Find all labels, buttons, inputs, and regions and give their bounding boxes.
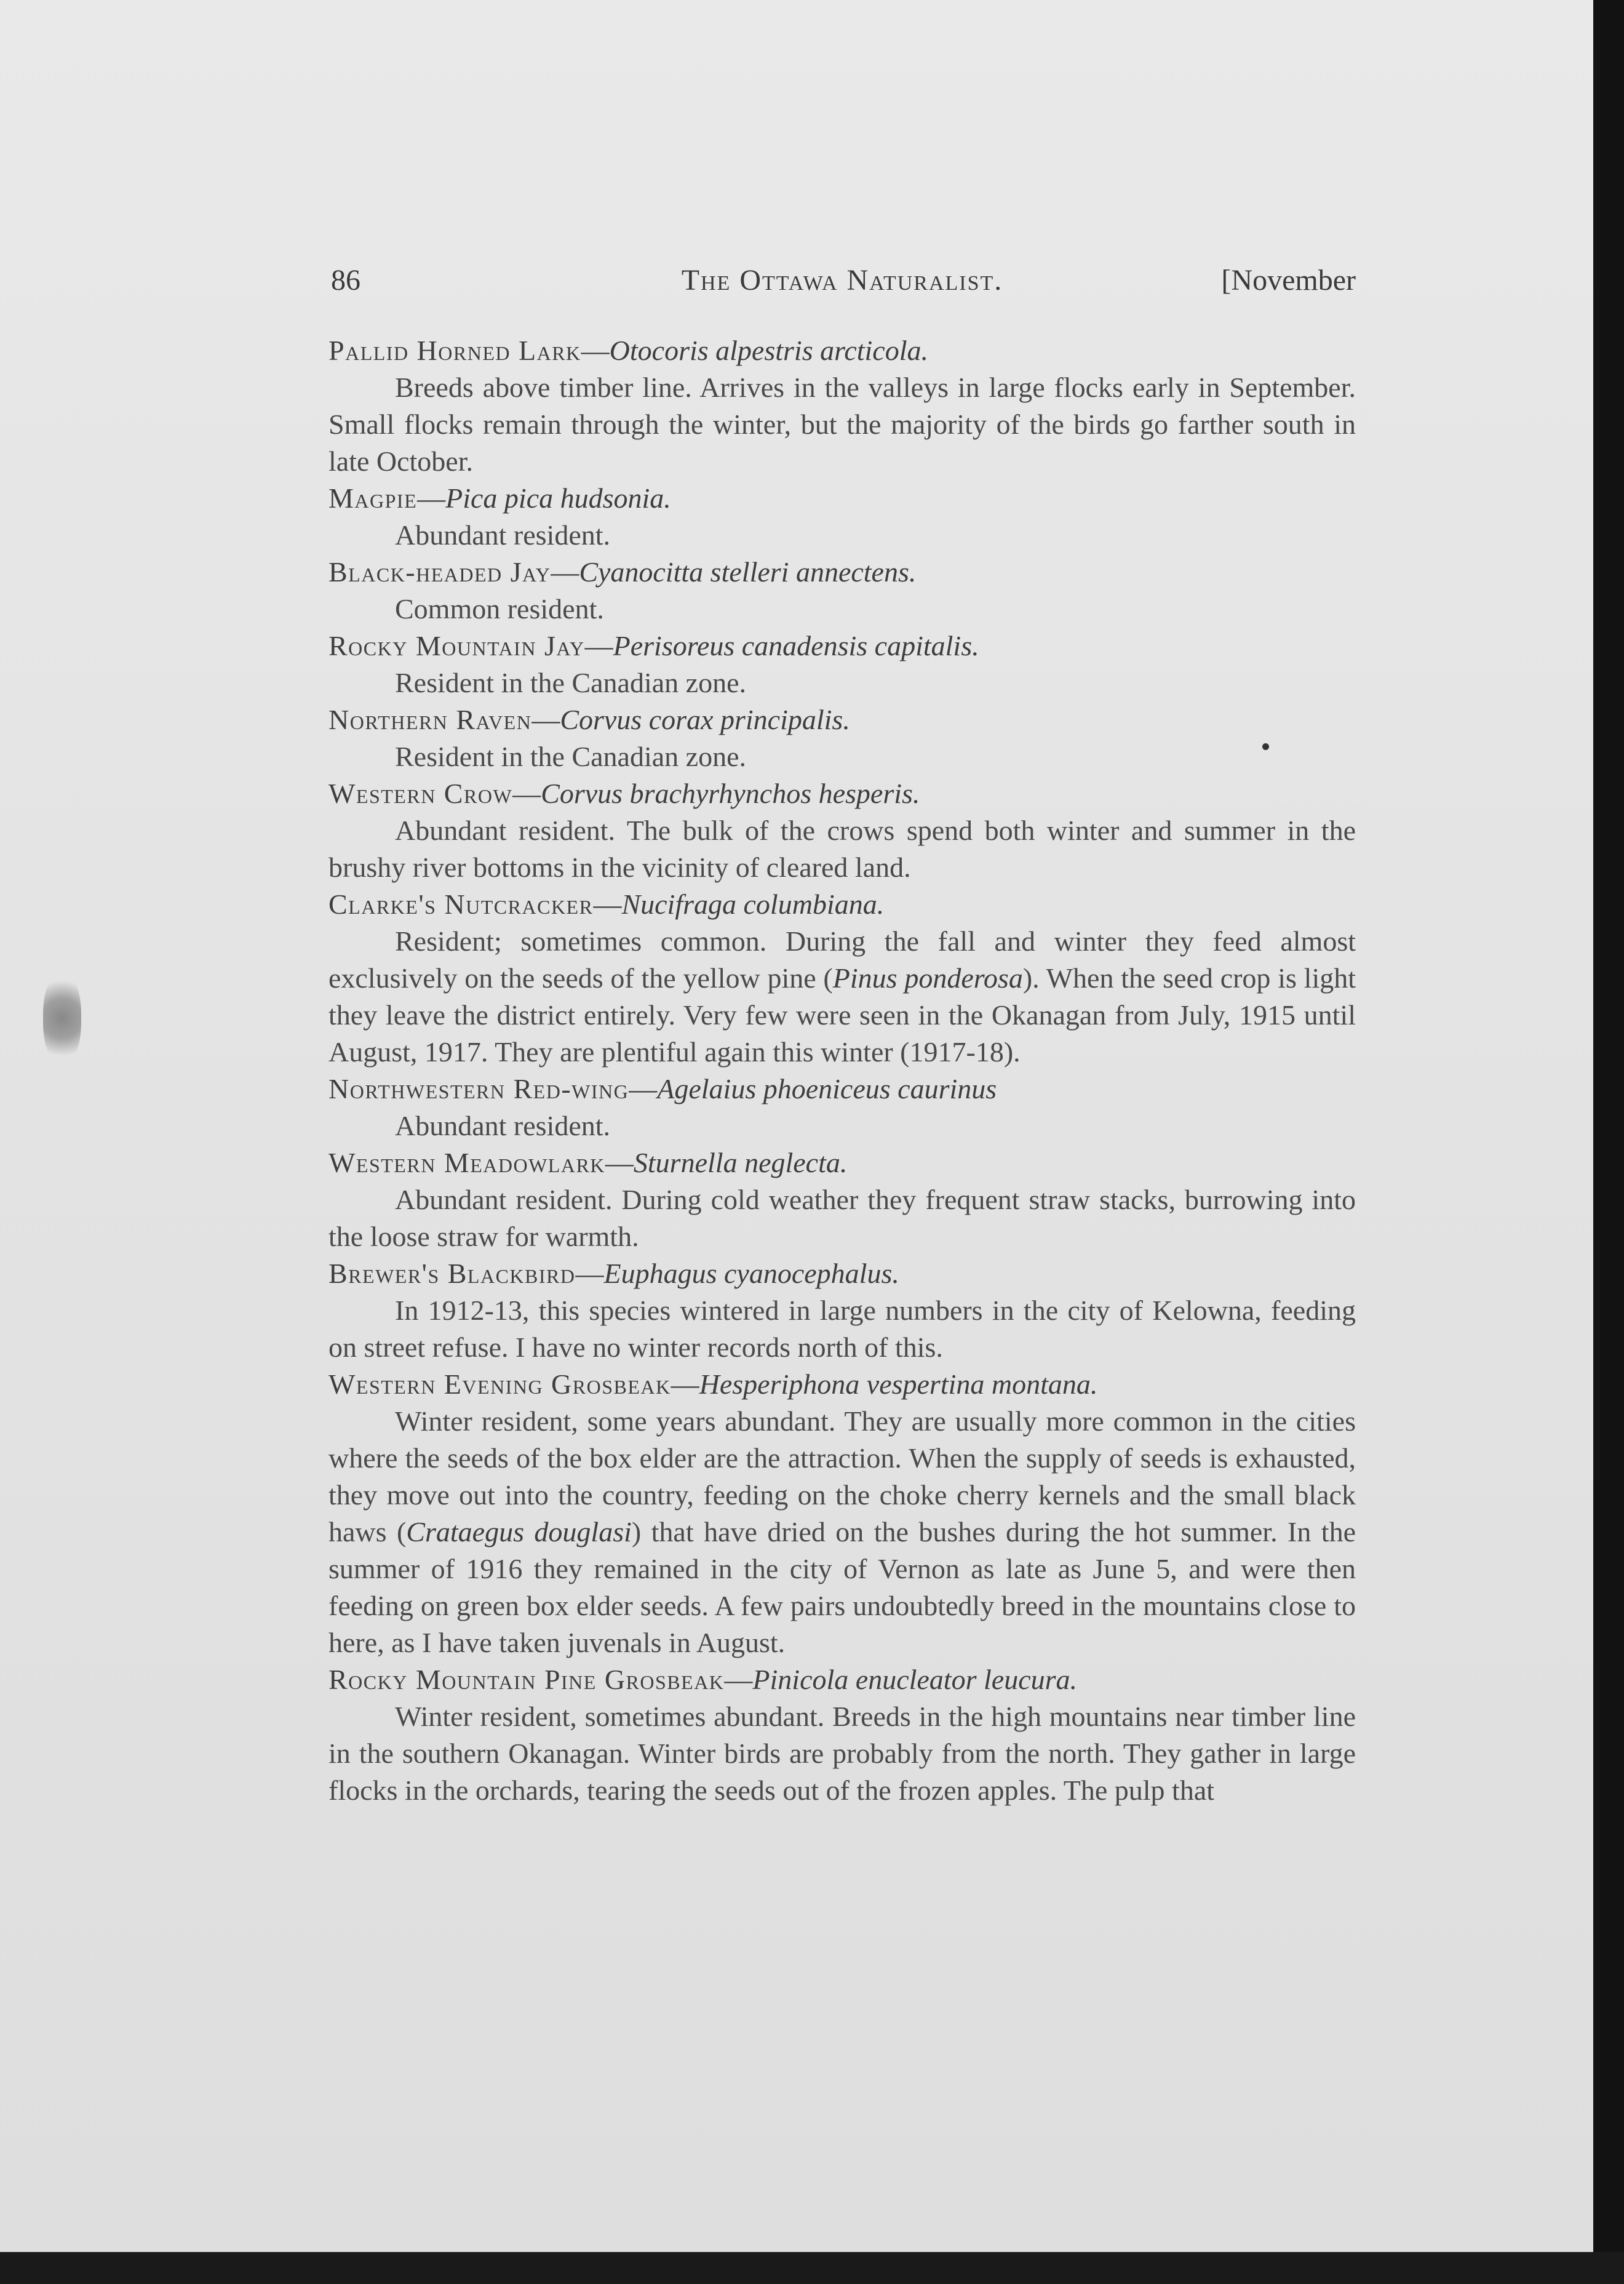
latin-name: Pinicola enucleator leucura. [752, 1664, 1078, 1695]
species-description: Resident in the Canadian zone. [395, 741, 747, 772]
species-heading: Black-headed Jay—Cyanocitta stelleri annectens. [328, 556, 917, 588]
species-heading: Western Crow—Corvus brachyrhynchos hesperis. [328, 778, 920, 809]
running-header [328, 262, 1356, 299]
species-description [328, 1403, 1356, 1661]
inline-latin-name: Pinus ponderosa [832, 962, 1023, 994]
latin-name: Corvus corax principalis. [560, 704, 850, 735]
species-description: Resident in the Canadian zone. [395, 667, 747, 698]
description-text: ) that have dried on the bushes during the hot summer. In the summer of 1916 they remained in the city of Vernon as late as June 5, and were then feeding on green box elder seeds. A few pairs undoubtedly breed in the mountains close to here, as I have taken juvenals in August. [328, 1516, 1356, 1658]
common-name: Brewer's Blackbird [328, 1258, 576, 1289]
issue-month: [November [1221, 264, 1356, 297]
common-name: Western Meadowlark [328, 1147, 605, 1178]
species-description: Abundant resident. [395, 1110, 611, 1141]
species-description: Winter resident, sometimes abundant. Breeds in the high mountains near timber line in the southern Okanagan. Winter birds are probably from the north. They gather in large flocks in the orchards, tearing the seeds out of the frozen apples. The pulp that [328, 1701, 1356, 1806]
common-name: Magpie [328, 482, 418, 514]
species-heading: Northwestern Red-wing—Agelaius phoeniceus caurinus [328, 1073, 997, 1104]
species-description: In 1912-13, this species wintered in large numbers in the city of Kelowna, feeding on street refuse. I have no winter records north of this. [328, 1295, 1356, 1363]
latin-name: Agelaius phoeniceus caurinus [657, 1073, 997, 1104]
species-description: Breeds above timber line. Arrives in the valleys in large flocks early in September. Small flocks remain through the winter, but the majority of the birds go farther south in late October. [328, 372, 1356, 477]
latin-name: Otocoris alpestris arcticola. [609, 335, 928, 366]
description-text: ). When the seed crop is light they leave the district entirely. Very few were seen in the Okanagan from July, 1915 until August, 1917. They are plentiful again this winter (1917-18). [328, 962, 1356, 1068]
latin-name: Cyanocitta stelleri annectens. [579, 556, 917, 588]
scan-smudge [43, 972, 81, 1064]
common-name: Black-headed Jay [328, 556, 551, 588]
species-description: Abundant resident. The bulk of the crows spend both winter and summer in the brushy river bottoms in the vicinity of cleared land. [328, 815, 1356, 883]
scan-border-right [1593, 0, 1624, 2284]
description-text: Winter resident, some years abundant. They are usually more common in the cities where the seeds of the box elder are the attraction. When the supply of seeds is exhausted, they move out into the country, feeding on the choke cherry kernels and the small black haws ( [328, 1405, 1356, 1547]
species-heading: Magpie—Pica pica hudsonia. [328, 482, 671, 514]
common-name: Northern Raven [328, 704, 532, 735]
page-number: 86 [331, 264, 360, 297]
species-heading: Rocky Mountain Pine Grosbeak—Pinicola enucleator leucura. [328, 1664, 1078, 1695]
latin-name: Corvus brachyrhynchos hesperis. [541, 778, 920, 809]
species-heading: Northern Raven—Corvus corax principalis. [328, 704, 850, 735]
species-heading: Brewer's Blackbird—Euphagus cyanocephalus. [328, 1258, 899, 1289]
species-description: Abundant resident. During cold weather they frequent straw stacks, burrowing into the loose straw for warmth. [328, 1184, 1356, 1252]
latin-name: Hesperiphona vespertina montana. [699, 1368, 1098, 1400]
species-heading: Western Evening Grosbeak—Hesperiphona vespertina montana. [328, 1368, 1098, 1400]
latin-name: Perisoreus canadensis capitalis. [613, 630, 979, 661]
common-name: Western Evening Grosbeak [328, 1368, 671, 1400]
species-description: Abundant resident. [395, 519, 611, 551]
common-name: Western Crow [328, 778, 513, 809]
description-text: Resident; sometimes common. During the fall and winter they feed almost exclusively on the seeds of the yellow pine ( [328, 925, 1356, 994]
species-heading: Western Meadowlark—Sturnella neglecta. [328, 1147, 848, 1178]
species-heading: Rocky Mountain Jay—Perisoreus canadensis capitalis. [328, 630, 979, 661]
common-name: Clarke's Nutcracker [328, 888, 594, 920]
scan-border-bottom [0, 2252, 1624, 2284]
species-heading: Clarke's Nutcracker—Nucifraga columbiana. [328, 888, 885, 920]
latin-name: Pica pica hudsonia. [445, 482, 671, 514]
journal-title: The Ottawa Naturalist. [681, 264, 1003, 297]
species-description: Common resident. [395, 593, 604, 625]
species-list [328, 332, 1356, 1809]
common-name: Pallid Horned Lark [328, 335, 581, 366]
latin-name: Nucifraga columbiana. [621, 888, 885, 920]
latin-name: Sturnella neglecta. [633, 1147, 848, 1178]
common-name: Rocky Mountain Pine Grosbeak [328, 1664, 725, 1695]
species-heading: Pallid Horned Lark—Otocoris alpestris arcticola. [328, 335, 928, 366]
inline-latin-name: Crataegus douglasi [406, 1516, 632, 1547]
latin-name: Euphagus cyanocephalus. [603, 1258, 899, 1289]
common-name: Rocky Mountain Jay [328, 630, 585, 661]
common-name: Northwestern Red-wing [328, 1073, 629, 1104]
species-description [328, 923, 1356, 1071]
